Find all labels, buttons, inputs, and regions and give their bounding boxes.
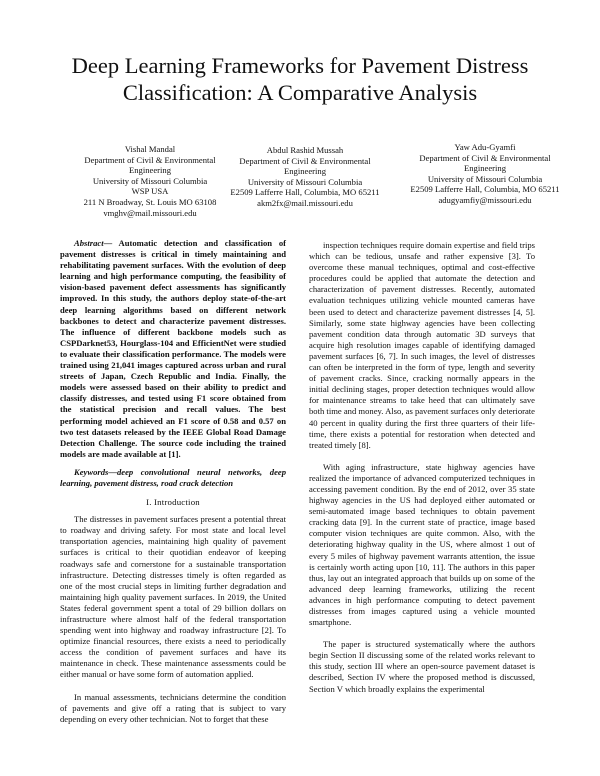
- author-org: WSP USA: [131, 186, 169, 197]
- author-name: Yaw Adu-Gyamfi: [454, 142, 516, 152]
- body-paragraph: The distresses in pavement surfaces present a potential threat to roadway and driving safety. For most state and local level transportation agencies, maintaining high quality of pavement surfaces is critical to their quotidian endeavor of keeping roadways safe and cornerstone for a sustainable transportation infrastructure. Detecting distresses timely is often regarded as one of the most crucial steps in limiting further degradation and maintaining high quality pavement surfaces. In 2019, the United States federal government spent a total of 29 billion dollars on infrastructure where almost half of the federal transportation spending went into highway and roadway infrastructure [2]. To optimize financial resources, there exists a need to periodically access the condition of pavement surfaces and have its maintenance in check. These maintenance assessments could be either manual or have some form of automation applied.: [60, 514, 286, 680]
- abstract-lead: Abstract—: [74, 238, 113, 248]
- author-dept: Engineering: [284, 166, 326, 177]
- author-block-3: [380, 142, 590, 206]
- author-university: University of Missouri Columbia: [247, 176, 363, 187]
- author-dept: Engineering: [464, 163, 506, 174]
- keywords: Keywords—deep convolutional neural networks, deep learning, pavement distress, road crack detection: [60, 466, 286, 488]
- left-column: [60, 238, 286, 725]
- abstract: [60, 238, 286, 460]
- author-block-2: [220, 145, 390, 209]
- body-paragraph: inspection techniques require domain expertise and field trips which can be tedious, unsafe and rather expensive [3]. To overcome these manual techniques, optimal and cost-effective procedures could be applied that automate the detection and characterization of pavement distresses. Recently, automated evaluation techniques utilizing vehicle mounted cameras have been used to detect and characterize pavement distresses [4, 5]. Similarly, some state highway agencies have been collecting pavement condition data through automatic 3D surveys that acquire high resolution images capable of identifying damaged pavement surfaces [6, 7]. In such images, the level of distresses can often be interpreted in the form of type, length and severity of pavement cracks. Since, cracking normally appears in the initial declining stages, proper detection techniques would allow for maintenance streams to take heed that can ultimately save both time and money. Also, as pavement surfaces only deteriorate 40 percent in quality during the first three quarters of their life-time, there exists a potential for restoration when detected and treated timely [8].: [309, 240, 535, 450]
- author-dept: Department of Civil & Environmental: [84, 154, 216, 165]
- author-email: akm2fx@mail.missouri.edu: [257, 197, 353, 208]
- author-dept: Engineering: [129, 165, 171, 176]
- author-name: Vishal Mandal: [124, 144, 176, 154]
- author-email: adugyamfiy@missouri.edu: [438, 194, 532, 205]
- author-block-1: [55, 144, 245, 218]
- author-address: 211 N Broadway, St. Louis MO 63108: [83, 196, 217, 207]
- body-paragraph: With aging infrastructure, state highway agencies have realized the importance of advanced computerized techniques in accessing pavement condition. By the end of 2012, over 35 state highway agencies in the US had deployed either automated or semi-automated image based techniques to obtain pavement cracking data [9]. In the current state of practice, image based computer vision techniques are quite common. Also, with the deteriorating highway quality in the US, where almost 1 out of every 5 miles of highway pavement warrants attention, the issue is certainly worth acting upon [10, 11]. The authors in this paper thus, lay out an integrated approach that builds up on some of the advanced deep learning frameworks, utilizing the recent advances in high performance computing to detect pavement distresses from images captured using a vehicle mounted smartphone.: [309, 461, 535, 628]
- abstract-text: Automatic detection and classification of pavement distresses is critical in timely maintaining and rehabilitating pavement surfaces. With the evolution of deep learning and high performance computing, the feasibility of vision-based pavement defect assessments has significantly improved. In this study, the authors deploy state-of-the-art deep learning algorithms based on different network backbones to detect and characterize pavement distresses. The influence of different backbone models such as CSPDarknet53, Hourglass-104 and EfficientNet were studied to evaluate their classification performance. The models were trained using 21,041 images captured across urban and rural streets of Japan, Czech Republic and India. Finally, the models were assessed based on their ability to predict and classify distresses, and tested using F1 score obtained from the statistical precision and recall values. The best performing model achieved an F1 score of 0.58 and 0.57 on two test datasets released by the IEEE Global Road Damage Detection Challenge. The source code including the trained models are made available at [1].: [60, 238, 286, 459]
- author-dept: Department of Civil & Environmental: [419, 152, 551, 163]
- author-university: University of Missouri Columbia: [427, 173, 543, 184]
- author-address: E2509 Lafferre Hall, Columbia, MO 65211: [230, 187, 380, 198]
- author-name: Abdul Rashid Mussah: [266, 145, 344, 155]
- body-paragraph: The paper is structured systematically where the authors begin Section II discussing some of the related works relevant to this study, section III where an open-source pavement dataset is described, Section IV where the proposed method is discussed, Section V which broadly explains the experimental: [309, 639, 535, 694]
- author-address: E2509 Lafferre Hall, Columbia, MO 65211: [410, 184, 560, 195]
- body-paragraph: In manual assessments, technicians determine the condition of pavements and give off a rating that is subject to vary depending on every other technician. Not to forget that these: [60, 691, 286, 724]
- section-heading-introduction: I. Introduction: [146, 497, 200, 508]
- author-email: vmghv@mail.missouri.edu: [103, 207, 197, 218]
- author-university: University of Missouri Columbia: [92, 175, 208, 186]
- author-dept: Department of Civil & Environmental: [239, 155, 371, 166]
- paper-title: [40, 52, 560, 106]
- title-line-2: Classification: A Comparative Analysis: [122, 80, 478, 105]
- title-line-1: Deep Learning Frameworks for Pavement Distress: [71, 53, 529, 78]
- right-column: [309, 240, 535, 695]
